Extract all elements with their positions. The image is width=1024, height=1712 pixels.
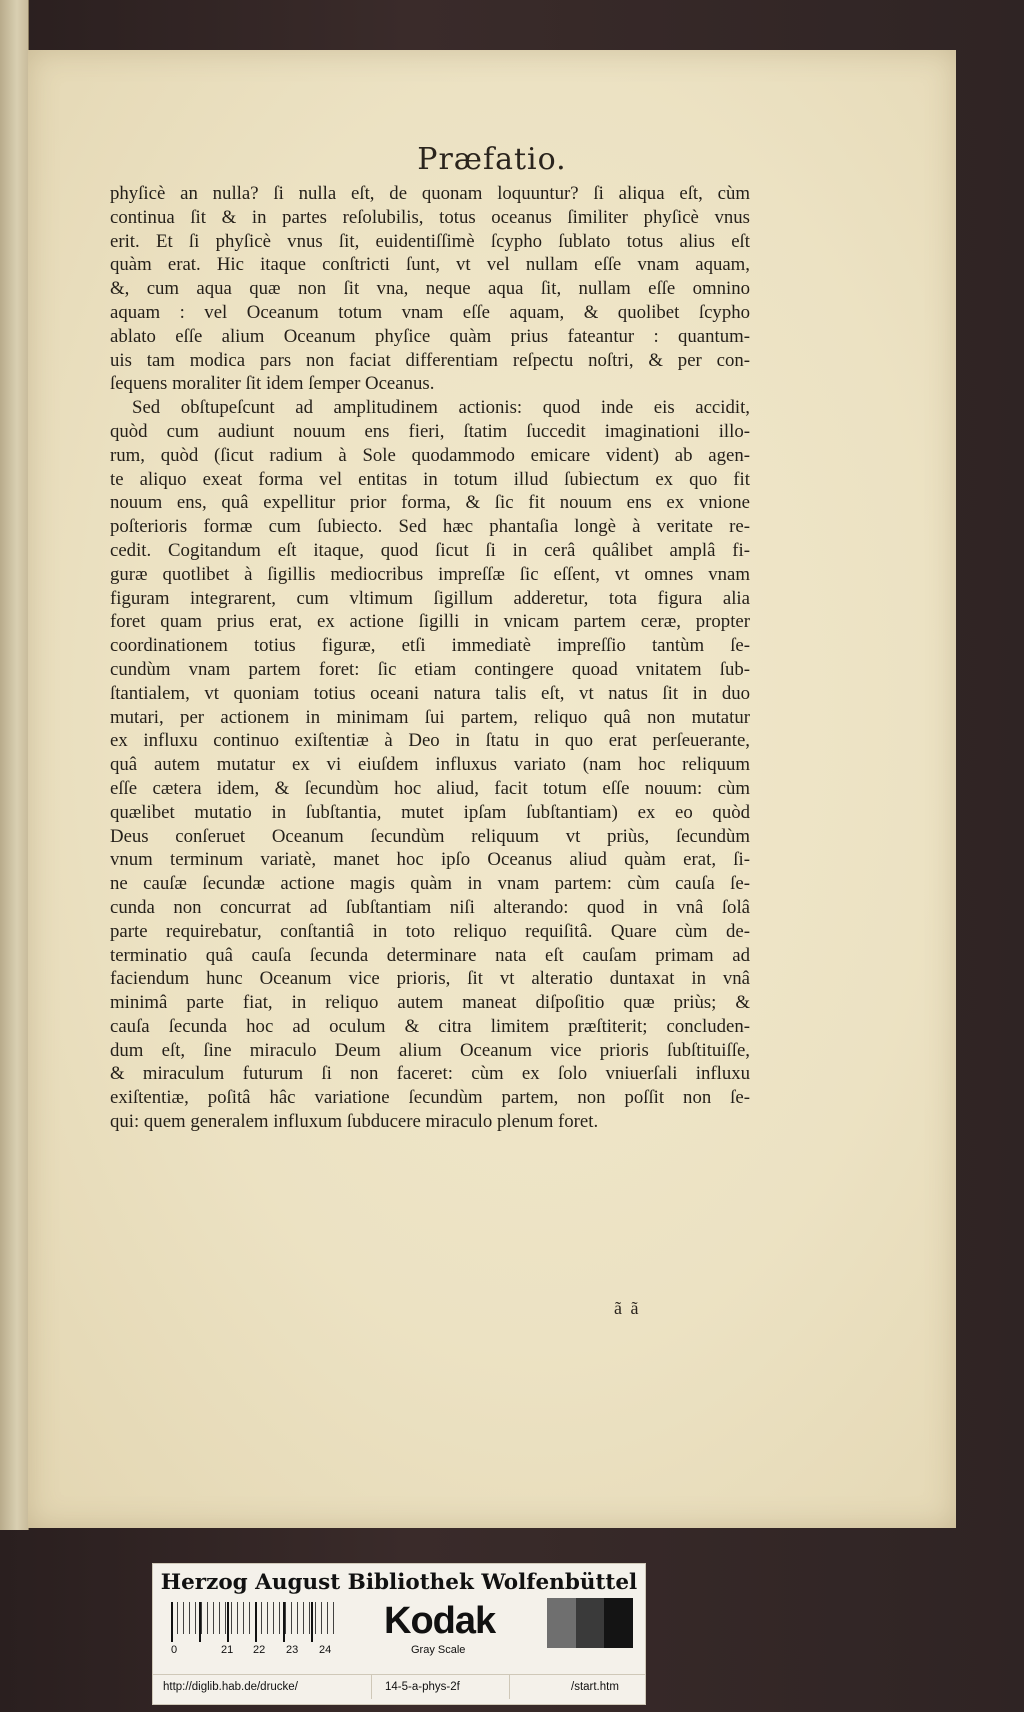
gray-patch xyxy=(547,1598,576,1648)
signature-mark: ã ã xyxy=(614,1298,641,1318)
text-line: mutari, per actionem in minimam ſui partem, reliquo quâ non mutatur xyxy=(110,706,750,728)
gray-scale-label: Gray Scale xyxy=(411,1644,466,1656)
previous-page-edge xyxy=(0,0,29,1530)
text-line: coordinationem totius figuræ, etſi immediatè impreſſio tantùm ſe- xyxy=(110,635,750,657)
text-line: qui: quem generalem influxum ſubducere miraculo plenum foret. xyxy=(110,1111,599,1133)
text-line: quælibet mutatio in ſubſtantia, mutet ipſam ſubſtantiam) ex eo quòd xyxy=(110,801,750,823)
gray-patch xyxy=(604,1598,633,1648)
text-line: Deus conſeruet Oceanum ſecundùm reliquum vt priùs, ſecundùm xyxy=(110,825,750,847)
url-separator xyxy=(371,1675,372,1699)
text-line: parte requirebatur, conſtantiâ in toto reliquo requiſitâ. Quare cùm de- xyxy=(110,920,750,942)
text-line: figuram integrarent, cum vltimum ſigillum adderetur, tota figura alia xyxy=(110,587,750,609)
text-line: erit. Et ſi phyſicè vnus ſit, euidentiſſimè ſcypho ſublato totus alius eſt xyxy=(110,230,750,252)
page-header: Præfatio. xyxy=(417,142,567,177)
text-line: Sed obſtupeſcunt ad amplitudinem actionis: quod inde eis accidit, xyxy=(132,397,750,419)
text-line: quâ autem mutatur ex vi eiuſdem influxus variato (nam hoc reliquum xyxy=(110,754,750,776)
shelfmark: 14-5-a-phys-2f xyxy=(385,1681,460,1693)
url-base: http://diglib.hab.de/drucke/ xyxy=(163,1681,298,1693)
text-line: quòd cum audiunt nouum ens fieri, ſtatim ſuccedit imaginationi illo- xyxy=(110,420,750,442)
text-line: te aliquo exeat forma vel entitas in totum illud ſubiectum ex quo fit xyxy=(110,468,750,490)
text-line: vnum terminum variatè, manet hoc ipſo Oceanus aliud quàm erat, ſi- xyxy=(110,849,750,871)
ruler-number: 23 xyxy=(286,1644,299,1656)
text-line: poſterioris formæ cum ſubiecto. Sed hæc phantaſia longè à veritate re- xyxy=(110,516,750,538)
text-line: minimâ parte fiat, in reliquo autem maneat diſpoſitio quæ priùs; & xyxy=(110,992,750,1014)
url-row xyxy=(153,1674,645,1699)
text-line: ex influxu continuo exiſtentiæ à Deo in ſtatu in quo erat perſeuerante, xyxy=(110,730,750,752)
text-line: dum eſt, ſine miraculo Deum alium Oceanum vice prioris ſubſtituiſſe, xyxy=(110,1039,750,1061)
ruler-number: 0 xyxy=(171,1644,178,1656)
text-line: foret quam prius erat, ex actione ſigilli in vnicam partem ceræ, propter xyxy=(110,611,750,633)
text-line: phyſicè an nulla? ſi nulla eſt, de quonam loquuntur? ſi aliqua eſt, cùm xyxy=(110,183,750,204)
text-line: guræ quotlibet à ſigillis mediocribus impreſſæ ſic eſſent, vt omnes vnam xyxy=(110,563,750,585)
text-line: & miraculum futurum ſi non faceret: cùm ex ſolo vniuerſali influxu xyxy=(110,1063,750,1085)
text-line: continua ſit & in partes reſolubilis, totus oceanus ſimiliter phyſicè vnus xyxy=(110,206,750,228)
gray-patch xyxy=(576,1598,605,1648)
book-page xyxy=(28,50,956,1528)
text-line: ne cauſæ ſecundæ actione magis quàm in vnam partem: cùm cauſa ſe- xyxy=(110,873,750,895)
text-line: nouum ens, quâ expellitur prior forma, & ſic fit nouum ens ex vnione xyxy=(110,492,750,514)
text-line: ſequens moraliter ſit idem ſemper Oceanus. xyxy=(110,373,435,395)
library-name: Herzog August Bibliothek Wolfenbüttel xyxy=(160,1570,638,1595)
text-line: cundùm vnam partem foret: ſic etiam contingere quoad vnitatem ſub- xyxy=(110,658,750,680)
text-line: terminatio quâ cauſa ſecunda determinare nata eſt cauſam primam ad xyxy=(110,944,750,966)
text-line: rum, quòd (ſicut radium à Sole quodammodo emicare vident) ab agen- xyxy=(110,444,750,466)
text-line: quàm erat. Hic itaque conſtricti ſunt, vt vel nullam eſſe vnam aquam, xyxy=(110,254,750,276)
text-line: ſtantialem, vt quoniam totius oceani natura talis eſt, vt natus ſit in duo xyxy=(110,682,750,704)
url-suffix: /start.htm xyxy=(571,1681,619,1693)
gray-patches xyxy=(547,1598,633,1648)
text-line: ablato eſſe alium Oceanum phyſice quàm prius fateantur : quantum- xyxy=(110,325,750,347)
text-line: exiſtentiæ, poſitâ hâc variatione ſecundùm partem, non poſſit non ſe- xyxy=(110,1087,750,1109)
ruler-major-ticks xyxy=(171,1602,339,1642)
ruler-number: 22 xyxy=(253,1644,266,1656)
text-line: aquam : vel Oceanum totum vnam eſſe aquam, & quolibet ſcypho xyxy=(110,301,750,323)
body-text xyxy=(110,182,750,1134)
ruler-number: 21 xyxy=(221,1644,234,1656)
text-line: cunda non concurrat ad ſubſtantiam niſi alterando: quod in vnâ ſolâ xyxy=(110,896,750,918)
text-line: faciendum hunc Oceanum vice prioris, ſit vt alteratio duntaxat in vnâ xyxy=(110,968,750,990)
text-line: &, cum aqua quæ non ſit vna, neque aqua ſit, nullam eſſe omnino xyxy=(110,278,750,300)
text-line: cedit. Cogitandum eſt itaque, quod ſicut ſi in cerâ quâlibet amplâ fi- xyxy=(110,539,750,561)
url-separator xyxy=(509,1675,510,1699)
text-line: cauſa ſecunda hoc ad oculum & citra limitem præſtiterit; concluden- xyxy=(110,1015,750,1037)
color-target-card xyxy=(152,1563,646,1705)
text-line: eſſe cætera idem, & ſecundùm hoc aliud, facit totum eſſe nouum: cùm xyxy=(110,777,750,799)
text-line: uis tam modica pars non faciat differentiam reſpectu noſtri, & per con- xyxy=(110,349,750,371)
ruler-number: 24 xyxy=(319,1644,332,1656)
kodak-logo: Kodak xyxy=(384,1600,496,1642)
